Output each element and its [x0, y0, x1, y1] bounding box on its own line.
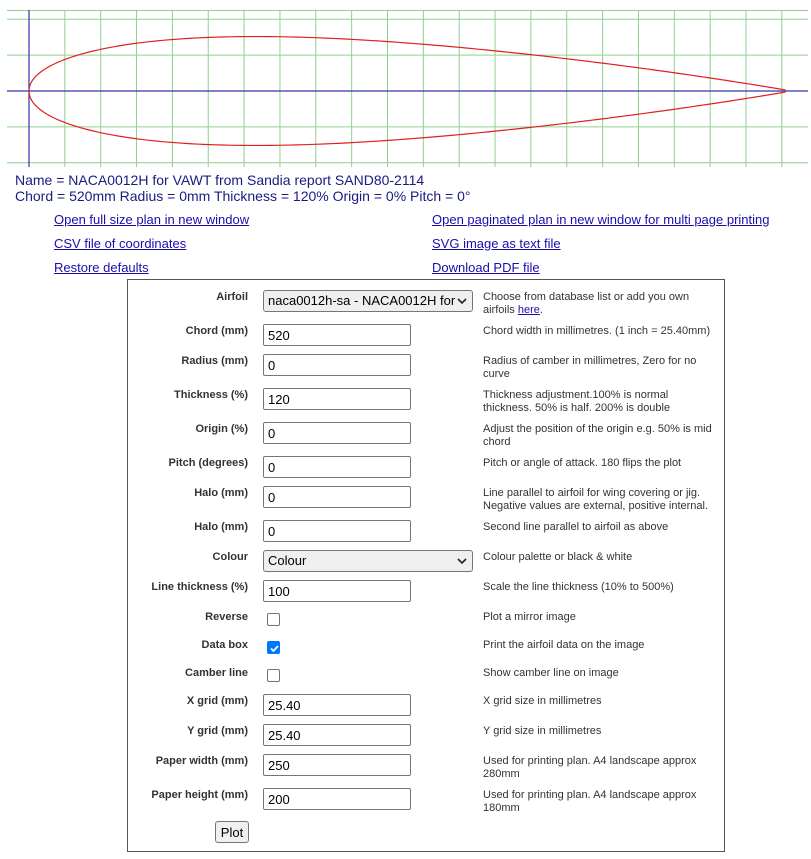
colour-select[interactable]: [263, 550, 473, 572]
paper-height-input[interactable]: [263, 788, 411, 810]
chord-input[interactable]: [263, 324, 411, 346]
x-grid-label: X grid (mm): [186, 695, 248, 707]
thickness-input[interactable]: [263, 388, 411, 410]
paper-width-help: Used for printing plan. A4 landscape approx 280mm: [483, 755, 697, 780]
halo-label: Halo (mm): [194, 487, 248, 499]
download-pdf-link[interactable]: Download PDF file: [432, 260, 540, 275]
paper-height-help: Used for printing plan. A4 landscape approx 180mm: [483, 789, 697, 814]
csv-file-link[interactable]: CSV file of coordinates: [54, 236, 187, 251]
thickness-help: Thickness adjustment.100% is normal thickness. 50% is half. 200% is double: [483, 389, 671, 414]
paper-width-input[interactable]: [263, 754, 411, 776]
airfoil-plot: [7, 10, 808, 167]
checkmark-icon: [268, 642, 281, 655]
origin-input[interactable]: [263, 422, 411, 444]
svg-image-link[interactable]: SVG image as text file: [432, 236, 561, 251]
airfoil-help-end: .: [539, 304, 543, 316]
line-thickness-label: Line thickness (%): [151, 581, 248, 593]
pitch-input[interactable]: [263, 456, 411, 478]
chevron-down-icon: [456, 555, 468, 567]
airfoil-label: Airfoil: [216, 291, 248, 303]
thickness-label: Thickness (%): [174, 389, 248, 401]
origin-help: Adjust the position of the origin e.g. 50% is mid chord: [483, 423, 712, 448]
reverse-checkbox[interactable]: [267, 613, 280, 626]
halo-help: Line parallel to airfoil for wing covering or jig. Negative values are external, positive internal.: [483, 487, 709, 512]
line-thickness-input[interactable]: [263, 580, 411, 602]
halo-input[interactable]: [263, 486, 411, 508]
camber-line-label: Camber line: [185, 667, 248, 679]
x-grid-input[interactable]: [263, 694, 411, 716]
open-full-size-link[interactable]: Open full size plan in new window: [54, 212, 250, 227]
camber-line-help: Show camber line on image: [483, 667, 619, 679]
airfoil-select-value: naca0012h-sa - NACA0012H for: [268, 293, 456, 308]
second-halo-label: Halo (mm): [194, 521, 248, 533]
grid-lines: [7, 10, 808, 167]
paper-width-label: Paper width (mm): [155, 755, 248, 767]
airfoil-params-line: Chord = 520mm Radius = 0mm Thickness = 120% Origin = 0% Pitch = 0°: [15, 188, 471, 204]
plot-button[interactable]: Plot: [215, 821, 249, 843]
airfoil-select[interactable]: [263, 290, 473, 312]
radius-help: Radius of camber in millimetres, Zero for no curve: [483, 355, 697, 380]
camber-line-checkbox[interactable]: [267, 669, 280, 682]
add-airfoil-here-link[interactable]: here: [517, 304, 540, 316]
reverse-label: Reverse: [205, 611, 248, 623]
data-box-label: Data box: [201, 639, 248, 651]
airfoil-name-line: Name = NACA0012H for VAWT from Sandia report SAND80-2114: [15, 172, 425, 188]
reverse-help: Plot a mirror image: [483, 611, 576, 623]
chord-help: Chord width in millimetres. (1 inch = 25.40mm): [483, 325, 711, 337]
colour-label: Colour: [212, 551, 248, 563]
airfoil-settings-form: [127, 279, 725, 852]
pitch-label: Pitch (degrees): [168, 457, 248, 469]
data-box-help: Print the airfoil data on the image: [483, 639, 645, 651]
y-grid-help: Y grid size in millimetres: [483, 725, 602, 737]
airfoil-help-text: Choose from database list or add you own airfoils: [483, 291, 690, 316]
x-grid-help: X grid size in millimetres: [483, 695, 602, 707]
open-paginated-link[interactable]: Open paginated plan in new window for multi page printing: [432, 212, 770, 227]
data-box-checkbox[interactable]: [267, 641, 280, 654]
restore-defaults-link[interactable]: Restore defaults: [54, 260, 149, 275]
line-thickness-help: Scale the line thickness (10% to 500%): [483, 581, 674, 593]
radius-input[interactable]: [263, 354, 411, 376]
y-grid-label: Y grid (mm): [187, 725, 248, 737]
y-grid-input[interactable]: [263, 724, 411, 746]
paper-height-label: Paper height (mm): [151, 789, 248, 801]
colour-help: Colour palette or black & white: [483, 551, 633, 563]
chord-label: Chord (mm): [185, 325, 248, 337]
radius-label: Radius (mm): [181, 355, 248, 367]
chevron-down-icon: [456, 295, 468, 307]
origin-label: Origin (%): [195, 423, 248, 435]
airfoil-help: [483, 291, 719, 317]
pitch-help: Pitch or angle of attack. 180 flips the plot: [483, 457, 682, 469]
second-halo-help: Second line parallel to airfoil as above: [483, 521, 669, 533]
colour-select-value: Colour: [268, 553, 307, 568]
second-halo-input[interactable]: [263, 520, 411, 542]
